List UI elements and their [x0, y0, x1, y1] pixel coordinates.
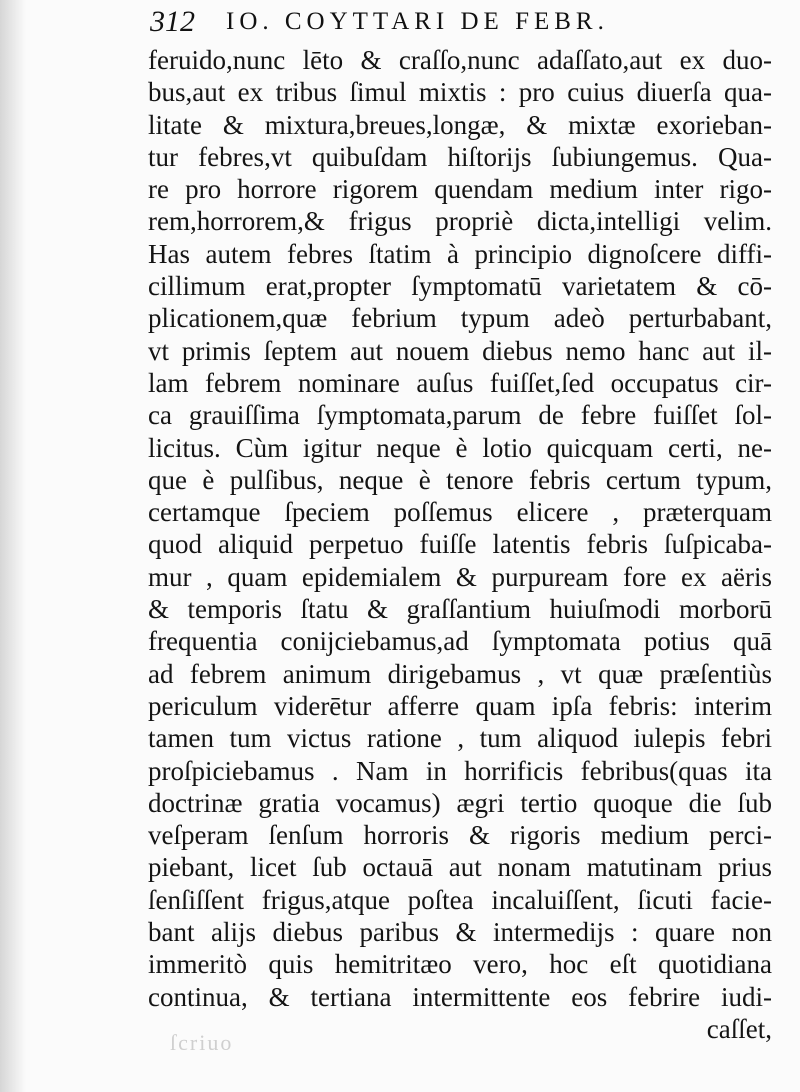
show-through-text: ſcriuo — [170, 1030, 234, 1055]
text-line: quod aliquid perpetuo fuiſſe latentis febris ſuſpicaba- — [148, 529, 772, 560]
text-line: continua, & tertiana intermittente eos febrire iudi- — [148, 981, 772, 1012]
text-line: plicationem,quæ febrium typum adeò perturbabant, — [148, 303, 772, 334]
text-line: re pro horrore rigorem quendam medium inter rigo- — [148, 174, 772, 205]
text-line: proſpiciebamus . Nam in horrificis febribus(quas ita — [148, 755, 772, 786]
text-line: lam febrem nominare auſus fuiſſet,ſed occupatus cir- — [148, 367, 772, 398]
text-line: litate & mixtura,breues,longæ, & mixtæ exorieban- — [148, 109, 772, 140]
gutter-shadow — [0, 0, 26, 1092]
text-line: ſenſiſſent frigus,atque poſtea incaluiſſent, ſicuti facie- — [148, 884, 772, 915]
text-line: bus,aut ex tribus ſimul mixtis : pro cuius diuerſa qua- — [148, 77, 772, 108]
text-line: certamque ſpeciem poſſemus elicere , præterquam — [148, 497, 772, 528]
text-line: feruido,nunc lēto & craſſo,nunc adaſſato,aut ex duo- — [148, 45, 772, 75]
text-line: immeritò quis hemitritæo vero, hoc eſt quotidiana — [148, 949, 772, 980]
text-line: Has autem febres ſtatim à principio dignoſcere diffi- — [148, 238, 772, 269]
text-line: rem,horrorem,& frigus propriè dicta,intelligi velim. — [148, 206, 772, 237]
text-line: que è pulſibus, neque è tenore febris certum typum, — [148, 464, 772, 495]
text-line: periculum viderētur afferre quam ipſa febris: interim — [148, 690, 772, 721]
body-text — [148, 44, 772, 1045]
text-line: tamen tum victus ratione , tum aliquod iulepis febri — [148, 723, 772, 754]
text-line: ca grauiſſima ſymptomata,parum de febre fuiſſet ſol- — [148, 400, 772, 431]
text-line: tur febres,vt quibuſdam hiſtorijs ſubiungemus. Qua- — [148, 141, 772, 172]
text-line: licitus. Cùm igitur neque è lotio quicquam certi, ne- — [148, 432, 772, 463]
text-line: mur , quam epidemialem & purpuream fore ex aëris — [148, 561, 772, 592]
text-line: frequentia conijciebamus,ad ſymptomata potius quā — [148, 626, 772, 657]
text-line: cillimum erat,propter ſymptomatū varietatem & cō- — [148, 271, 772, 302]
text-line: ad febrem animum dirigebamus , vt quæ præſentiùs — [148, 658, 772, 689]
text-line: bant alijs diebus paribus & intermedijs : quare non — [148, 917, 772, 948]
text-line: doctrinæ gratia vocamus) ægri tertio quoque die ſub — [148, 787, 772, 818]
text-line: piebant, licet ſub octauā aut nonam matutinam prius — [148, 852, 772, 883]
text-line: vt primis ſeptem aut nouem diebus nemo hanc aut il- — [148, 335, 772, 366]
text-line: caſſet, — [706, 1013, 772, 1044]
running-head: IO. COYTTARI DE FEBR. — [226, 8, 609, 35]
text-line: & temporis ſtatu & graſſantium huiuſmodi morborū — [148, 594, 772, 625]
page-number: 312 — [150, 5, 195, 38]
page-header — [150, 4, 670, 40]
text-line: veſperam ſenſum horroris & rigoris medium perci- — [148, 820, 772, 851]
